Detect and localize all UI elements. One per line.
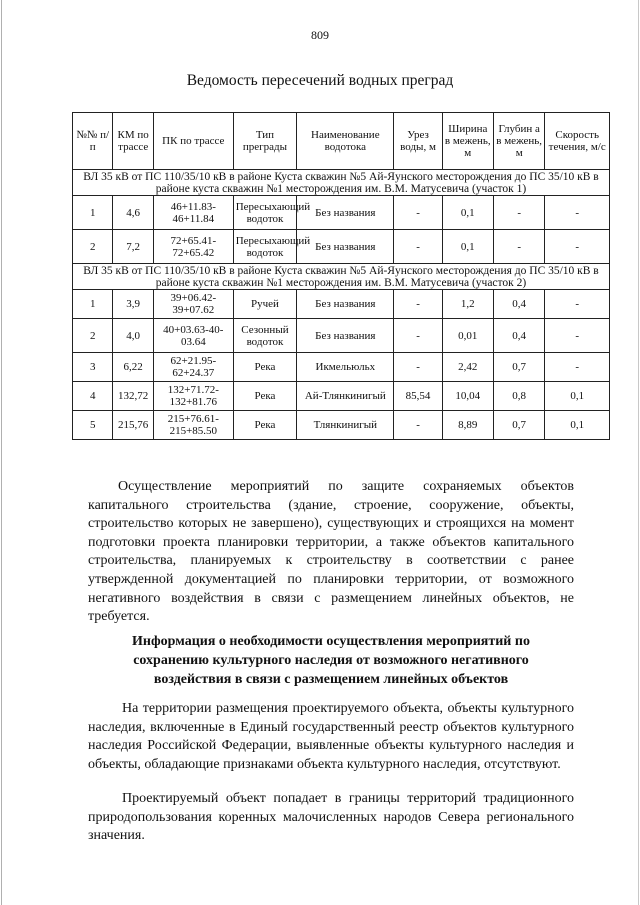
table-cell: 0,8 xyxy=(493,382,544,411)
table-row xyxy=(73,382,610,411)
table-cell: Тлянкинигый xyxy=(297,411,394,440)
table-cell: 4,0 xyxy=(113,319,153,353)
table-cell: 1,2 xyxy=(442,290,493,319)
table-cell: Сезонный водоток xyxy=(233,319,296,353)
table-cell: Ай-Тлянкинигый xyxy=(297,382,394,411)
table-cell: 2 xyxy=(73,230,113,264)
table-row xyxy=(73,290,610,319)
table-cell: 0,01 xyxy=(442,319,493,353)
table-cell: Без названия xyxy=(297,230,394,264)
table-cell: Без названия xyxy=(297,196,394,230)
table-cell: 0,4 xyxy=(493,319,544,353)
table-cell: 132,72 xyxy=(113,382,153,411)
scan-right-edge xyxy=(638,0,639,905)
paragraph-capital-construction: Осуществление мероприятий по защите сохраняемых объектов капитального строительства (здание, строение, сооружение, объекты, строительство которых не завершено), существующих и строящихся на момент подготовки проекта планировки территории, а также объектов капитального строительства, планируемых к строительству в соответствии с ранее утвержденной документацией по планировки территории, от возможного негативного воздействия в связи с размещением линейных объектов, не требуется. xyxy=(88,479,574,625)
header-cell: Скорость течения, м/с xyxy=(545,113,610,170)
table-row xyxy=(73,319,610,353)
table-cell: 39+06.42-39+07.62 xyxy=(153,290,233,319)
table-cell: 3 xyxy=(73,353,113,382)
table-cell: 0,1 xyxy=(545,411,610,440)
table-cell: 85,54 xyxy=(394,382,442,411)
table-cell: - xyxy=(394,230,442,264)
paragraph-cultural-heritage: На территории размещения проектируемого объекта, объекты культурного наследия, включенные в Единый государственный реестр объектов культурного наследия Российской Федерации, выявленные объекты культурного наследия и объекты, обладающие признаками объекта культурного наследия, отсутствуют. xyxy=(88,701,574,772)
table-cell: 62+21.95-62+24.37 xyxy=(153,353,233,382)
water-crossings-table xyxy=(72,112,610,440)
header-cell: Глубин а в межень, м xyxy=(493,113,544,170)
table-cell: Пересыхающий водоток xyxy=(233,196,296,230)
header-cell: Наименование водотока xyxy=(297,113,394,170)
section-row xyxy=(73,264,610,290)
table-cell: Без названия xyxy=(297,319,394,353)
table-cell: Река xyxy=(233,411,296,440)
scan-left-edge xyxy=(1,0,2,905)
table-cell: 8,89 xyxy=(442,411,493,440)
table-cell: 10,04 xyxy=(442,382,493,411)
header-cell: №№ п/п xyxy=(73,113,113,170)
header-cell: КМ по трассе xyxy=(113,113,153,170)
section-heading-cultural-heritage: Информация о необходимости осуществления мероприятий по сохранению культурного наследия от возможного негативного воздействия в связи с размещением линейных объектов xyxy=(132,634,530,687)
header-cell: Тип преграды xyxy=(233,113,296,170)
table-cell: 72+65.41-72+65.42 xyxy=(153,230,233,264)
header-cell: Ширина в межень, м xyxy=(442,113,493,170)
document-title: Ведомость пересечений водных преград xyxy=(186,72,454,89)
table-cell: 3,9 xyxy=(113,290,153,319)
table-cell: 2,42 xyxy=(442,353,493,382)
table-cell: - xyxy=(394,411,442,440)
table-cell: 0,1 xyxy=(442,230,493,264)
table-cell: 7,2 xyxy=(113,230,153,264)
paragraph-traditional-land-use: Проектируемый объект попадает в границы территорий традиционного природопользования коренных малочисленных народов Севера регионального значения. xyxy=(88,791,574,843)
section-title: ВЛ 35 кВ от ПС 110/35/10 кВ в районе Куста скважин №5 Ай-Яунского месторождения до ПС 35/10 кВ в районе куста скважин №1 месторождения им. В.М. Матусевича (участок 1) xyxy=(73,170,610,196)
table-cell: 40+03.63-40-03.64 xyxy=(153,319,233,353)
table-cell: 1 xyxy=(73,290,113,319)
table-cell: 0,7 xyxy=(493,353,544,382)
header-cell: Урез воды, м xyxy=(394,113,442,170)
table-cell: - xyxy=(545,230,610,264)
table-header-row xyxy=(73,113,610,170)
table-cell: - xyxy=(493,230,544,264)
table-cell: - xyxy=(545,196,610,230)
table-cell: 132+71.72-132+81.76 xyxy=(153,382,233,411)
table-cell: 6,22 xyxy=(113,353,153,382)
table-cell: 215,76 xyxy=(113,411,153,440)
table-cell: - xyxy=(545,290,610,319)
table-cell: 4,6 xyxy=(113,196,153,230)
table-cell: Без названия xyxy=(297,290,394,319)
header-cell: ПК по трассе xyxy=(153,113,233,170)
table-row xyxy=(73,230,610,264)
table-cell: 1 xyxy=(73,196,113,230)
table-cell: 0,4 xyxy=(493,290,544,319)
table-cell: - xyxy=(394,196,442,230)
table-cell: - xyxy=(545,353,610,382)
table-cell: 4 xyxy=(73,382,113,411)
section-row xyxy=(73,170,610,196)
table-cell: 0,1 xyxy=(442,196,493,230)
table-cell: - xyxy=(394,290,442,319)
table-cell: Река xyxy=(233,382,296,411)
table-cell: 2 xyxy=(73,319,113,353)
table-cell: Пересыхающий водоток xyxy=(233,230,296,264)
table-cell: - xyxy=(394,353,442,382)
table-cell: 0,7 xyxy=(493,411,544,440)
table-cell: - xyxy=(545,319,610,353)
table-cell: Ручей xyxy=(233,290,296,319)
table-cell: 5 xyxy=(73,411,113,440)
table-cell: Икмельюльх xyxy=(297,353,394,382)
table-cell: Река xyxy=(233,353,296,382)
table-cell: 0,1 xyxy=(545,382,610,411)
page-number: 809 xyxy=(311,28,329,42)
table-row xyxy=(73,353,610,382)
table-row xyxy=(73,196,610,230)
table-cell: 215+76.61-215+85.50 xyxy=(153,411,233,440)
section-title: ВЛ 35 кВ от ПС 110/35/10 кВ в районе Куста скважин №5 Ай-Яунского месторождения до ПС 35/10 кВ в районе куста скважин №1 месторождения им. В.М. Матусевича (участок 2) xyxy=(73,264,610,290)
table-cell: - xyxy=(493,196,544,230)
table-cell: - xyxy=(394,319,442,353)
table-row xyxy=(73,411,610,440)
table-cell: 46+11.83-46+11.84 xyxy=(153,196,233,230)
